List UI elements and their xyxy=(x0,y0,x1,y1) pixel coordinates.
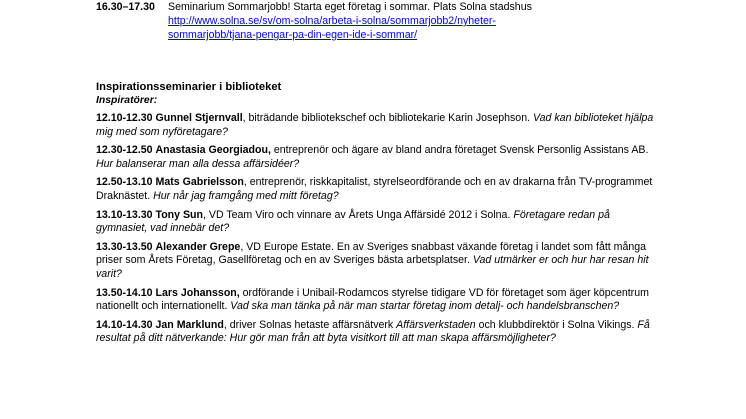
speaker-question: Vad utmärker er och hur har resan hit varit? xyxy=(96,254,649,280)
speaker-name: Anastasia Georgiadou, xyxy=(155,144,271,157)
speaker-question: Vad ska man tänka på när man startar företag inom detalj- och handelsbranschen? xyxy=(230,300,620,313)
entry-time: 12.50-13.10 xyxy=(96,176,153,189)
speaker-entry xyxy=(96,241,656,282)
speaker-name: Mats Gabrielsson xyxy=(155,176,244,189)
entry-time: 12.30-12.50 xyxy=(96,144,153,157)
speaker-name: Alexander Grepe xyxy=(155,240,241,253)
entry-time: 14.10-14.30 xyxy=(96,318,153,331)
speaker-name: Lars Johansson, xyxy=(155,286,240,299)
speaker-name: Tony Sun xyxy=(155,208,203,221)
speaker-question: Hur balanserar man alla dessa affärsidéer? xyxy=(96,157,300,170)
speaker-description: , entreprenör, riskkapitalist, styrelseordförande och en av drakarna från TV-programmet Draknästet. xyxy=(96,176,653,202)
speaker-entry xyxy=(96,209,656,236)
event-time: 16.30–17.30 xyxy=(96,1,155,13)
speaker-description: entreprenör och ägare av bland andra företaget Svensk Personlig Assistans AB. xyxy=(270,144,649,157)
network-name: Affärsverkstaden xyxy=(396,318,476,331)
entry-time: 12.10-12.30 xyxy=(96,112,153,124)
section-title: Inspirationsseminarier i biblioteket xyxy=(96,81,282,93)
speaker-entry xyxy=(96,287,656,314)
speaker-entry xyxy=(96,319,656,346)
entry-time: 13.50-14.10 xyxy=(96,286,153,299)
speaker-description-continued: och klubbdirektör i Solna Vikings. xyxy=(475,318,638,331)
top-event-line xyxy=(96,0,656,14)
event-link-part-1[interactable]: http://www.solna.se/sv/om-solna/arbeta-i-solna/sommarjobb2/nyheter- xyxy=(168,15,496,27)
speaker-description: , VD Team Viro och vinnare av Årets Unga Affärsidé 2012 i Solna. xyxy=(203,208,514,221)
speaker-question: Få resultat på ditt nätverkande: Hur gör man från att byta visitkort till att man skapa affärsmöjligheter? xyxy=(96,318,650,345)
top-event xyxy=(96,0,656,42)
speaker-entry xyxy=(96,176,656,203)
speaker-entry xyxy=(96,112,656,139)
speaker-description: ordförande i Unibail-Rodamcos styrelse tidigare VD för företaget som äger köpcentrum nationellt och internationellt. xyxy=(96,286,649,313)
speaker-name: Gunnel Stjernvall xyxy=(155,112,243,124)
speaker-description: , VD Europe Estate. En av Sveriges snabbast växande företag i landet som fått många priser som Årets Företag, Gasellföretag och en av Sveriges bästa arbetsplatser. xyxy=(96,240,647,267)
inspiration-section xyxy=(96,80,656,351)
entry-time: 13.10-13.30 xyxy=(96,208,153,221)
speaker-entry xyxy=(96,144,656,171)
event-link-part-2[interactable]: sommarjobb/tjana-pengar-pa-din-egen-ide-i-sommar/ xyxy=(168,29,418,41)
speaker-question: Hur når jag framgång med mitt företag? xyxy=(153,189,339,202)
speaker-name: Jan Marklund xyxy=(155,318,224,331)
speaker-description: , biträdande bibliotekschef och bibliotekarie Karin Josephson. xyxy=(242,112,533,124)
entry-time: 13.30-13.50 xyxy=(96,240,153,253)
speaker-description: , driver Solnas hetaste affärsnätverk xyxy=(223,318,397,331)
speaker-question: Företagare redan på gymnasiet, vad innebär det? xyxy=(96,208,610,235)
speaker-question: Vad kan biblioteket hjälpa mig med som nyföretagare? xyxy=(96,112,654,138)
section-subtitle: Inspiratörer: xyxy=(96,95,158,106)
event-text: Seminarium Sommarjobb! Starta eget företag i sommar. Plats Solna stadshus xyxy=(168,1,532,13)
